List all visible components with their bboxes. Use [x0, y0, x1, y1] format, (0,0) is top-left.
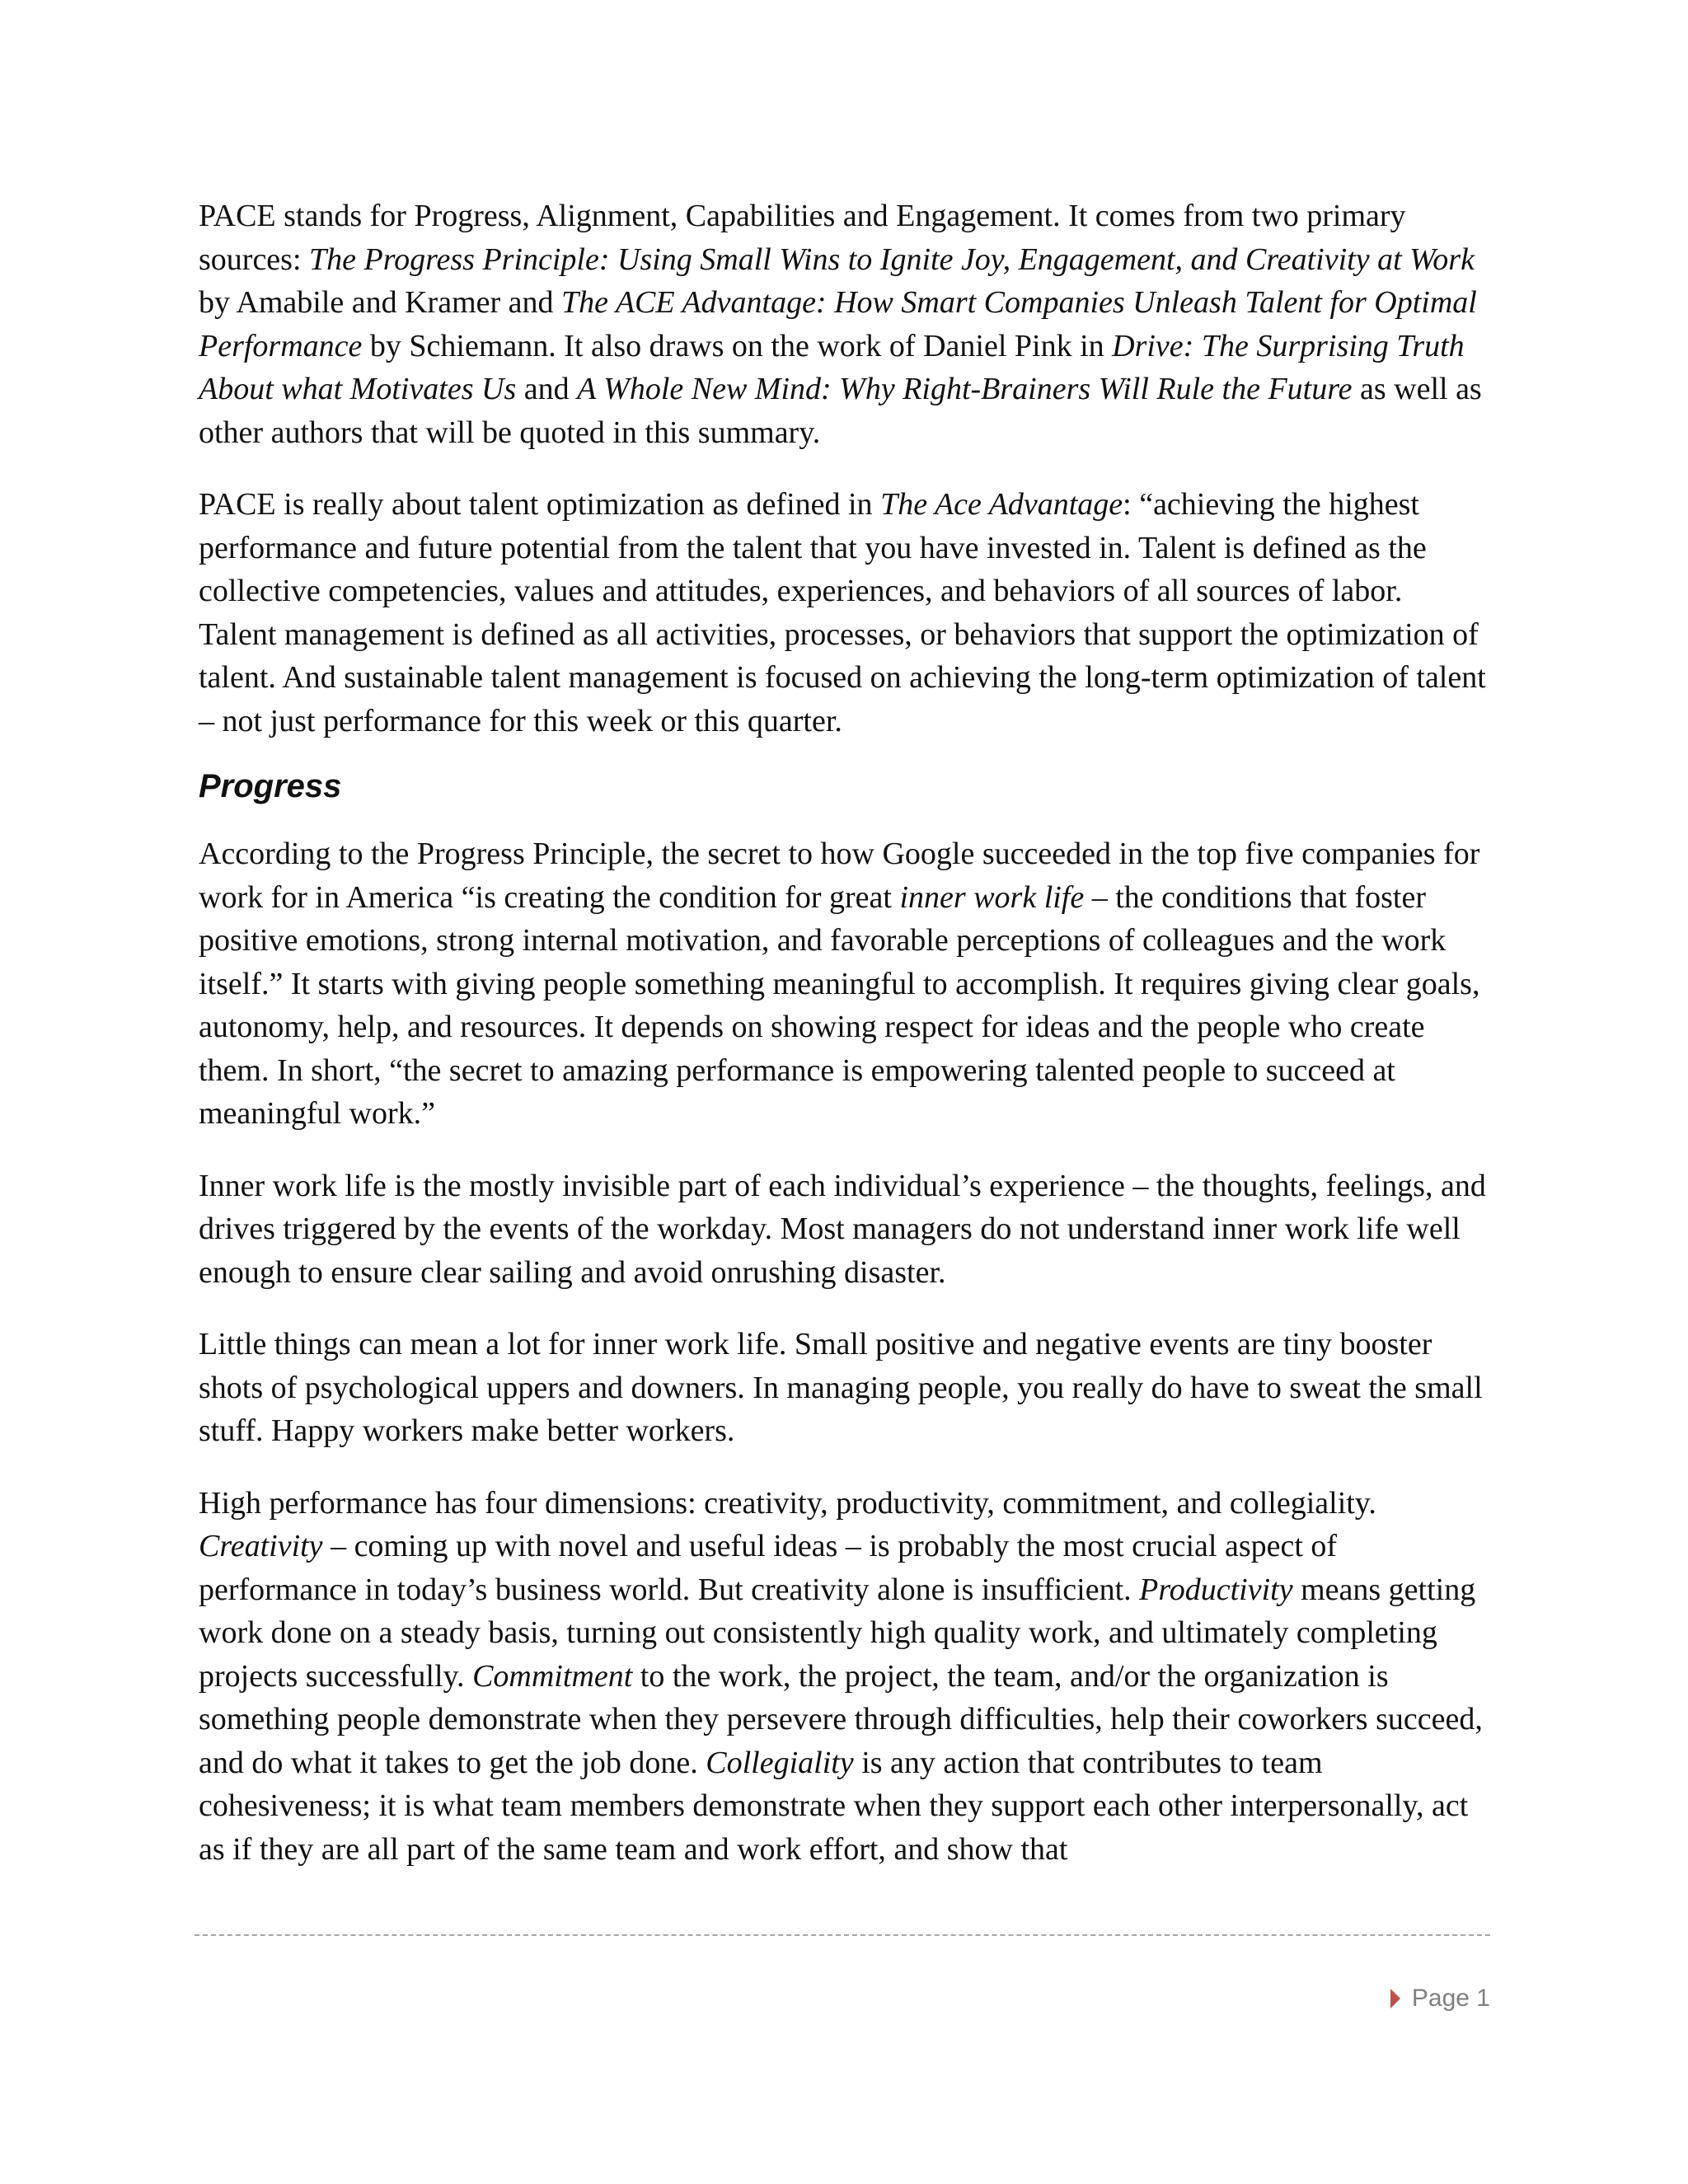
text-run: by Schiemann. It also draws on the work of Daniel Pink in — [362, 328, 1113, 363]
section-heading-progress: Progress — [199, 768, 342, 804]
text-run: as well as other authors that will be quoted in this summary. — [199, 372, 1482, 450]
italic-text-run: Commitment — [472, 1658, 633, 1694]
text-run: Inner work life is the mostly invisible part of each individual’s experience – the thoughts, feelings, and drives triggered by the events of the workday. Most managers do not understand inner work life well enough to ensure clear sailing and avoid onrushing disaster. — [199, 1168, 1486, 1290]
italic-text-run: inner work life — [899, 879, 1085, 915]
page-number: Page 1 — [1411, 1985, 1490, 2012]
text-run: According to the Progress Principle, the secret to how Google succeeded in the top five companies for work for in America “is creating the condition for great — [199, 837, 1480, 915]
paragraph-inner-work-life — [199, 1165, 1486, 1295]
text-run: Little things can mean a lot for inner work life. Small positive and negative events are tiny booster shots of psychological uppers and downers. In managing people, you really do have to sweat the small stuff. Happy workers make better workers. — [199, 1327, 1483, 1448]
italic-text-run: The Ace Advantage — [880, 487, 1123, 522]
text-run: – coming up with novel and useful ideas – is probably the most crucial aspect of performance in today’s business world. But creativity alone is insufficient. — [199, 1529, 1338, 1607]
italic-text-run: The ACE Advantage: How Smart Companies Unleash Talent for Optimal Performance — [199, 285, 1477, 363]
text-run: means getting work done on a steady basis, turning out consistently high quality work, and ultimately completing projects successfully. — [199, 1572, 1476, 1694]
italic-text-run: Productivity — [1139, 1572, 1293, 1607]
text-run: : “achieving the highest performance and future potential from the talent that you have invested in. Talent is defined as the collective competencies, values and attitudes, experiences, and behaviors of all sources of labor. Talent management is defined as all activities, processes, or behaviors that support the optimization of talent. And sustainable talent management is focused on achieving the long-term optimization of talent – not just performance for this week or this quarter. — [199, 487, 1486, 738]
italic-text-run: A Whole New Mind: Why Right-Brainers Will Rule the Future — [577, 372, 1353, 406]
italic-text-run: Collegiality — [706, 1745, 854, 1780]
italic-text-run: Drive: The Surprising Truth About what Motivates Us — [199, 328, 1465, 406]
text-run: is any action that contributes to team cohesiveness; it is what team members demonstrate when they support each other interpersonally, act as if they are all part of the same team and work effort, and show that — [199, 1745, 1469, 1867]
paragraph-intro — [199, 194, 1486, 454]
text-run: High performance has four dimensions: creativity, productivity, commitment, and collegiality. — [199, 1485, 1376, 1521]
page-footer — [1390, 1985, 1490, 2013]
text-run: PACE is really about talent optimization as defined in — [199, 487, 881, 522]
footer-divider — [195, 1934, 1490, 1936]
italic-text-run: Creativity — [199, 1529, 323, 1563]
text-run: and — [516, 372, 578, 406]
text-run: PACE stands for Progress, Alignment, Capabilities and Engagement. It comes from two primary sources: — [199, 199, 1406, 277]
paragraph-high-performance — [199, 1482, 1486, 1872]
paragraph-talent-optimization — [199, 483, 1486, 743]
text-run: by Amabile and Kramer and — [199, 285, 562, 320]
text-run: – the conditions that foster positive emotions, strong internal motivation, and favorable perceptions of colleagues and the work itself.” It starts with giving people something meaningful to accomplish. It requires giving clear goals, autonomy, help, and resources. It depends on showing respect for ideas and the people who create them. In short, “the secret to amazing performance is empowering talented people to succeed at meaningful work.” — [199, 879, 1480, 1131]
right-triangle-icon — [1390, 1989, 1400, 2008]
paragraph-little-things — [199, 1323, 1486, 1453]
page-body — [199, 194, 1486, 1900]
italic-text-run: The Progress Principle: Using Small Wins to Ignite Joy, Engagement, and Creativity at Work — [309, 241, 1475, 277]
paragraph-progress-principle — [199, 832, 1486, 1136]
text-run: to the work, the project, the team, and/or the organization is something people demonstrate when they persevere through difficulties, help their coworkers succeed, and do what it takes to get the job done. — [199, 1658, 1483, 1780]
